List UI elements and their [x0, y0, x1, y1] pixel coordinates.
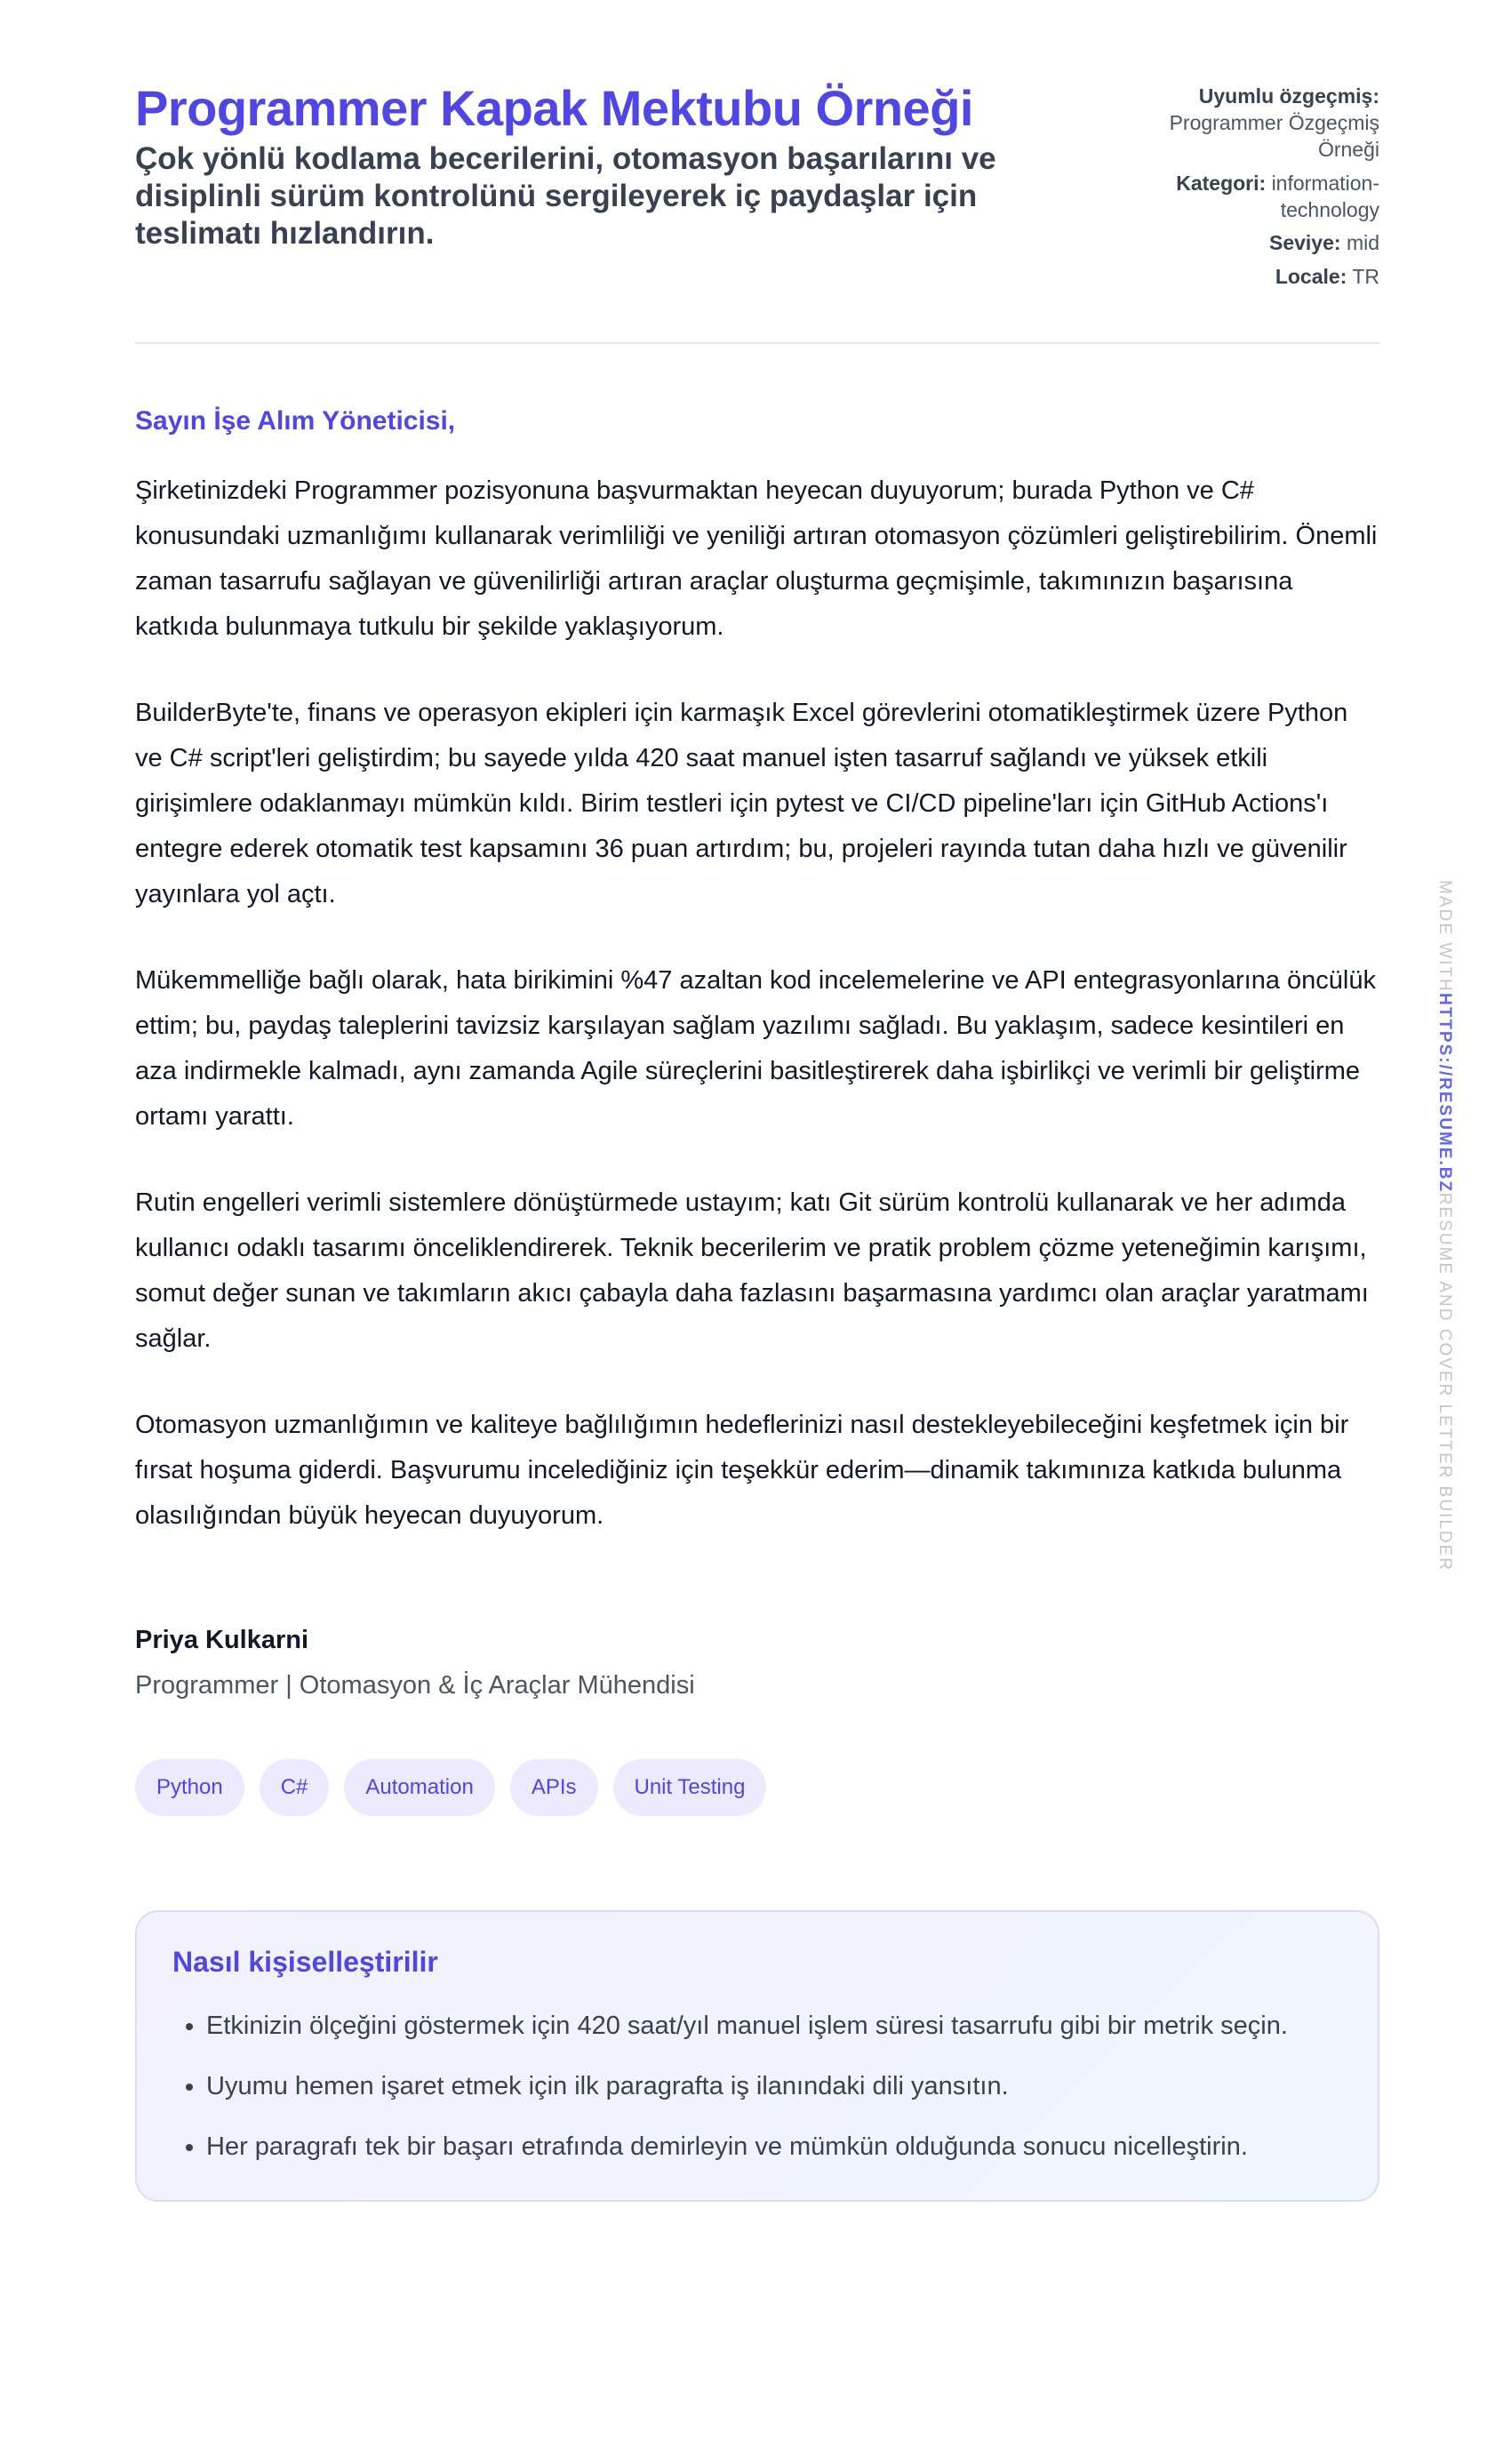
- meta-locale: [1122, 264, 1379, 291]
- page-subtitle: Çok yönlü kodlama becerilerini, otomasyon başarılarını ve disiplinli sürüm kontrolünü sergileyerek iç paydaşlar için teslimatı hızlandırın.: [135, 141, 996, 252]
- header: [135, 80, 1379, 298]
- tip-item: • Her paragrafı tek bir başarı etrafında demirleyin ve mümkün olduğunda sonucu nicelleştirin.: [206, 2124, 1342, 2170]
- meta-resume-label: Uyumlu özgeçmiş:: [1198, 84, 1379, 108]
- tips-list: [172, 2004, 1342, 2170]
- page-title: Programmer Kapak Mektubu Örneği: [135, 80, 973, 136]
- meta-locale-label: Locale:: [1275, 265, 1347, 289]
- letter-paragraph: Otomasyon uzmanlığımın ve kaliteye bağlılığımın hedeflerinizi nasıl destekleyebileceğini keşfetmek için bir fırsat hoşuma giderdi. Başvurumu incelediğiniz için teşekkür ederim—dinamik takımınıza katkıda bulunma olasılığından büyük heyecan duyuyorum.: [135, 1411, 1349, 1531]
- meta-level-value: mid: [1346, 231, 1379, 255]
- signature-name: Priya Kulkarni: [135, 1626, 309, 1655]
- meta-category: [1122, 171, 1379, 224]
- skill-tag: Python: [135, 1759, 244, 1816]
- meta-category-label: Kategori:: [1176, 171, 1267, 195]
- tip-item: • Uyumu hemen işaret etmek için ilk paragrafta iş ilanındaki dili yansıtın.: [206, 2064, 1342, 2109]
- cover-letter-page: [135, 80, 1379, 2202]
- letter-paragraph: Şirketinizdeki Programmer pozisyonuna başvurmaktan heyecan duyuyorum; burada Python ve C# konusundaki uzmanlığımı kullanarak verimliliği ve yeniliği artıran otomasyon çözümleri geliştirebilirim. Önemli zaman tasarrufu sağlayan ve güvenilirliği artıran araçlar oluşturma geçmişimle, takımınızın başarısına katkıda bulunmaya tutkulu bir şekilde yaklaşıyorum.: [135, 476, 1378, 642]
- watermark: [1435, 880, 1454, 1572]
- divider: [135, 342, 1379, 344]
- meta-resume-value: Programmer Özgeçmiş Örneği: [1169, 110, 1379, 161]
- meta-panel: [1122, 84, 1379, 298]
- meta-resume: [1122, 84, 1379, 164]
- skill-tags: [135, 1759, 1379, 1816]
- skill-tag: Unit Testing: [613, 1759, 767, 1816]
- greeting: Sayın İşe Alım Yöneticisi,: [135, 406, 456, 436]
- meta-level: [1122, 230, 1379, 257]
- tips-title: Nasıl kişiselleştirilir: [172, 1946, 438, 1979]
- signature-role: Programmer | Otomasyon & İç Araçlar Mühendisi: [135, 1671, 695, 1700]
- meta-locale-value: TR: [1352, 265, 1379, 289]
- letter-paragraph: BuilderByte'te, finans ve operasyon ekipleri için karmaşık Excel görevlerini otomatikleştirmek üzere Python ve C# script'leri geliştirdim; bu sayede yılda 420 saat manuel işten tasarruf sağlandı ve yüksek etkili girişimlere odaklanmayı mümkün kıldı. Birim testleri için pytest ve CI/CD pipeline'ları için GitHub Actions'ı entegre ederek otomatik test kapsamını 36 puan artırdım; bu, projeleri rayında tutan daha hızlı ve güvenilir yayınlara yol açtı.: [135, 699, 1348, 909]
- skill-tag: C#: [260, 1759, 330, 1816]
- skill-tag: Automation: [344, 1759, 494, 1816]
- title-block: [135, 80, 1059, 252]
- letter-paragraph: Mükemmelliğe bağlı olarak, hata birikimini %47 azaltan kod incelemelerine ve API entegrasyonlarına öncülük ettim; bu, paydaş taleplerini tavizsiz karşılayan sağlam yazılımı sağladı. Bu yaklaşım, sadece kesintileri en aza indirmekle kalmadı, aynı zamanda Agile süreçlerini basitleştirerek daha işbirlikçi ve verimli bir geliştirme ortamı yarattı.: [135, 966, 1376, 1132]
- watermark-link[interactable]: HTTPS://RESUME.BZ: [1435, 992, 1454, 1193]
- watermark-prefix: MADE WITH: [1435, 880, 1454, 993]
- meta-level-label: Seviye:: [1268, 231, 1341, 255]
- customization-tips-box: [135, 1910, 1379, 2202]
- letter-paragraph: Rutin engelleri verimli sistemlere dönüştürmede ustayım; katı Git sürüm kontrolü kullanarak ve her adımda kullanıcı odaklı tasarımı önceliklendirerek. Teknik becerilerim ve pratik problem çözme yeteneğimin karışımı, somut değer sunan ve takımların akıcı çabayla daha fazlasını başarmasına yardımcı olan araçlar yaratmamı sağlar.: [135, 1188, 1369, 1354]
- skill-tag: APIs: [510, 1759, 598, 1816]
- tip-item: • Etkinizin ölçeğini göstermek için 420 saat/yıl manuel işlem süresi tasarrufu gibi bir metrik seçin.: [206, 2004, 1342, 2049]
- watermark-suffix: RESUME AND COVER LETTER BUILDER: [1435, 1192, 1454, 1572]
- meta-category-value: information-technology: [1271, 171, 1379, 221]
